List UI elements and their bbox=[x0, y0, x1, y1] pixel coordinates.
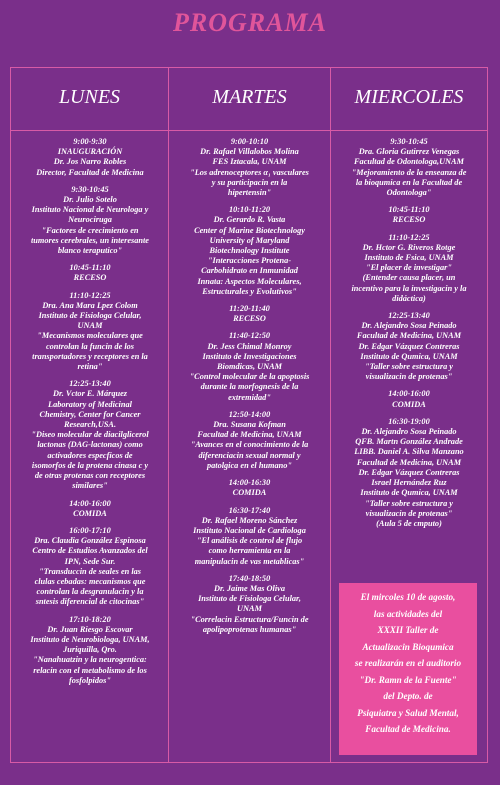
schedule-entry bbox=[15, 263, 165, 283]
column-lunes bbox=[15, 137, 165, 693]
entry-line: INAUGURACIÓN bbox=[57, 147, 123, 157]
entry-line: "El análisis de control de flujo bbox=[196, 536, 303, 546]
entry-line: "Mecanismos moleculares que bbox=[37, 331, 143, 341]
schedule-entry bbox=[15, 379, 165, 491]
entry-line: visualizacin de protenas" bbox=[365, 508, 453, 518]
entry-line: Research,USA. bbox=[63, 420, 117, 430]
entry-line: Centro de Estudios Avanzados del bbox=[32, 546, 148, 556]
notice-line: las actividades del bbox=[373, 608, 443, 619]
entry-time: 10:45-11:10 bbox=[69, 263, 111, 273]
entry-time: 16:30-19:00 bbox=[388, 416, 430, 426]
page-title: PROGRAMA bbox=[173, 8, 327, 37]
entry-time: 9:00-10:10 bbox=[230, 137, 269, 146]
schedule-entry bbox=[15, 291, 165, 373]
entry-line: RECESO bbox=[392, 215, 426, 225]
entry-line: Facultad de Medicina, UNAM bbox=[197, 430, 302, 440]
schedule-entry bbox=[333, 205, 485, 225]
entry-time: 16:00-17:10 bbox=[69, 525, 111, 535]
entry-line: Laboratory of Medicinal bbox=[48, 399, 132, 409]
entry-line: "Transduccin de seales en las bbox=[38, 566, 142, 576]
entry-line: Dr. Vctor E. Márquez bbox=[53, 389, 127, 399]
entry-line: Facultad de Medicina, UNAM bbox=[356, 457, 462, 467]
entry-line: activadores especficos de bbox=[47, 450, 133, 460]
entry-line: "Diseo molecular de diacilglicerol bbox=[31, 430, 149, 440]
entry-line: hipertensin" bbox=[227, 188, 272, 198]
entry-time: 17:40-18:50 bbox=[228, 573, 271, 583]
entry-line: "Taller sobre estructura y bbox=[365, 362, 453, 372]
entry-line: Instituto de Fisiologa Celular, bbox=[198, 594, 301, 604]
entry-line: RECESO bbox=[233, 314, 266, 324]
schedule-entry bbox=[171, 331, 328, 402]
entry-line: similares" bbox=[72, 481, 108, 491]
entry-time: 9:00-9:30 bbox=[73, 137, 107, 146]
notice-line: del Depto. de bbox=[383, 691, 433, 701]
entry-line: Instituto de Fsica, UNAM bbox=[364, 253, 454, 263]
entry-line: manipulacin de vas metablicas" bbox=[194, 556, 305, 566]
notice-line: Psiquiatra y Salud Mental, bbox=[357, 707, 459, 718]
entry-time: 14:00-16:00 bbox=[388, 389, 430, 399]
notice-line: Facultad de Medicina. bbox=[365, 724, 451, 734]
entry-line: Instituto de Investigaciones bbox=[202, 351, 297, 361]
entry-time: 9:30-10:45 bbox=[390, 137, 428, 146]
entry-line: de otras protenas con receptores bbox=[34, 471, 146, 481]
entry-line: visualizacin de protenas" bbox=[365, 372, 453, 382]
entry-line: Instituto de Qumica, UNAM bbox=[360, 351, 458, 361]
entry-line: Dr. Edgar Vázquez Contreras bbox=[358, 341, 460, 351]
entry-line: Instituto de Fisiologa Celular, bbox=[38, 311, 142, 321]
entry-line: FES Iztacala, UNAM bbox=[212, 157, 287, 167]
entry-line: "Factores de crecimiento en bbox=[41, 225, 139, 235]
entry-line: Dra. Susana Kofman bbox=[213, 420, 286, 430]
entry-time: 9:30-10:45 bbox=[71, 184, 109, 194]
entry-time: 17:10-18:20 bbox=[69, 614, 111, 624]
entry-time: 16:30-17:40 bbox=[228, 505, 271, 515]
entry-line: Instituto Nacional de Cardiologa bbox=[193, 525, 306, 535]
entry-line: retina" bbox=[77, 362, 103, 372]
notice-line: El mircoles 10 de agosto, bbox=[360, 592, 456, 602]
column-divider bbox=[168, 68, 169, 762]
column-martes bbox=[171, 137, 328, 642]
entry-line: Neurociruga bbox=[68, 215, 112, 225]
entry-line: "Mejoramiento de la enseanza de bbox=[351, 167, 467, 177]
entry-time: 12:25-13:40 bbox=[69, 379, 111, 389]
entry-line: "Interacciones Protena- bbox=[207, 256, 292, 266]
entry-line: controlan la desgranulacin y la bbox=[36, 587, 144, 597]
entry-line: Dr. Alejandro Sosa Peinado bbox=[361, 427, 457, 437]
day-header-miercoles: MIERCOLES bbox=[354, 86, 464, 108]
entry-line: COMIDA bbox=[73, 508, 107, 518]
entry-line: Israel Hernández Ruz bbox=[371, 478, 447, 488]
schedule-entry bbox=[15, 526, 165, 608]
entry-line: fosfolpidos" bbox=[69, 675, 111, 685]
entry-line: didáctica) bbox=[392, 293, 426, 303]
schedule-entry bbox=[15, 185, 165, 256]
entry-line: Dr. Julio Sotelo bbox=[63, 195, 117, 205]
entry-line: lactonas (DAG-lactonas) como bbox=[37, 440, 143, 450]
entry-line: Center of Marine Biotechnology bbox=[194, 225, 305, 235]
entry-line: Biotechnology Institute bbox=[209, 246, 290, 256]
entry-line: controlan la funcin de los bbox=[45, 341, 135, 351]
entry-line: LIBB. Daniel A. Silva Manzano bbox=[354, 447, 464, 457]
entry-line: COMIDA bbox=[232, 488, 267, 498]
schedule-entry bbox=[171, 410, 328, 471]
entry-line: COMIDA bbox=[392, 399, 426, 409]
entry-line: Dr. Alejandro Sosa Peinado bbox=[361, 321, 457, 331]
entry-line: Dra. Claudia González Espinosa bbox=[34, 536, 146, 546]
day-header-martes: MARTES bbox=[212, 86, 287, 108]
entry-line: Facultad de Odontologa,UNAM bbox=[354, 157, 464, 167]
entry-line: Innata: Aspectos Moleculares, bbox=[197, 276, 302, 286]
entry-line: University of Maryland bbox=[209, 235, 290, 245]
entry-line: "Nanahuatzin y la neurogentica: bbox=[33, 655, 147, 665]
entry-line: "Correlacin Estructura/Funcin de bbox=[190, 614, 309, 624]
entry-line: transportadores y receptores en la bbox=[32, 351, 148, 361]
day-header-lunes: LUNES bbox=[58, 86, 121, 108]
schedule-entry bbox=[171, 478, 328, 498]
entry-line: "El placer de investigar" bbox=[366, 263, 452, 273]
entry-line: Instituto Nacional de Neurologa y bbox=[31, 205, 149, 215]
entry-line: Odontologa" bbox=[386, 188, 432, 198]
entry-line: Dr. Rafael Villalobos Molina bbox=[200, 147, 299, 157]
notice-line: Actualizacin Bioqumica bbox=[362, 641, 454, 652]
entry-line: Dra. Ana Mara Lpez Colom bbox=[42, 300, 138, 310]
entry-line: diferenciacin sexual normal y bbox=[198, 450, 301, 460]
entry-line: Juriquilla, Qro. bbox=[63, 645, 117, 655]
entry-line: durante la morfognesis de la bbox=[200, 382, 299, 392]
schedule-entry bbox=[15, 137, 165, 178]
notice-line: "Dr. Ramn de la Fuente" bbox=[359, 674, 457, 685]
entry-line: relacin con el metabolismo de los bbox=[33, 665, 147, 675]
entry-line: IPN, Sede Sur. bbox=[64, 556, 116, 566]
entry-line: Dr. Gerardo R. Vasta bbox=[213, 215, 286, 225]
schedule-entry bbox=[15, 499, 165, 519]
entry-line: blanco teraputico" bbox=[57, 246, 123, 256]
schedule-entry bbox=[333, 137, 485, 198]
schedule-entry bbox=[171, 574, 328, 635]
schedule-entry bbox=[171, 137, 328, 198]
entry-time: 11:10-12:25 bbox=[388, 232, 430, 242]
entry-line: isomorfos de la protena cinasa c y bbox=[31, 460, 149, 470]
entry-line: la bioqumica en la Facultad de bbox=[355, 177, 463, 187]
entry-time: 14:00-16:30 bbox=[228, 478, 271, 488]
entry-line: "Los adrenoceptores α₁ vasculares bbox=[190, 167, 309, 177]
entry-line: RECESO bbox=[73, 273, 107, 283]
entry-line: extremidad" bbox=[228, 392, 271, 402]
entry-time: 11:20-11:40 bbox=[229, 304, 270, 314]
entry-time: 14:00-16:00 bbox=[69, 498, 111, 508]
entry-time: 11:40-12:50 bbox=[228, 331, 271, 341]
schedule-entry bbox=[333, 417, 485, 529]
notice-line: XXXII Taller de bbox=[377, 625, 439, 635]
entry-line: como herramienta en la bbox=[208, 546, 291, 556]
entry-line: UNAM bbox=[77, 321, 103, 331]
entry-line: Dr. Hctor G. Riveros Rotge bbox=[362, 242, 456, 252]
entry-line: clulas cebadas: mecanismos que bbox=[34, 576, 146, 586]
entry-line: apolipoprotenas humanas" bbox=[202, 624, 297, 634]
schedule-entry bbox=[171, 304, 328, 324]
schedule-entry bbox=[171, 506, 328, 567]
entry-time: 10:45-11:10 bbox=[388, 205, 430, 215]
entry-line: Dr. Juan Riesgo Escovar bbox=[47, 624, 133, 634]
entry-line: Instituto de Qumica, UNAM bbox=[360, 488, 458, 498]
entry-line: "Control molecular de la apoptosis bbox=[189, 372, 310, 382]
entry-line: Dr. Jos Narro Robles bbox=[53, 157, 127, 167]
entry-line: Chemistry, Center for Cancer bbox=[39, 409, 141, 419]
entry-time: 10:10-11:20 bbox=[228, 205, 271, 215]
entry-time: 12:25-13:40 bbox=[388, 311, 430, 321]
notice-line: se realizarán en el auditorio bbox=[354, 658, 462, 668]
schedule-entry bbox=[171, 205, 328, 297]
notice-box bbox=[339, 583, 477, 755]
entry-line: Estructurales y Evolutivos" bbox=[202, 286, 297, 296]
schedule-entry bbox=[333, 311, 485, 382]
entry-line: QFB. Martn González Andrade bbox=[355, 437, 463, 447]
entry-line: Dr. Jess Chimal Monroy bbox=[207, 341, 292, 351]
schedule-entry bbox=[333, 389, 485, 409]
entry-line: patolgica en el humano" bbox=[206, 460, 293, 470]
entry-line: "Avances en el conocimiento de la bbox=[190, 440, 309, 450]
entry-line: Instituto de Neurobiologa, UNAM, bbox=[30, 634, 150, 644]
entry-line: y su participacin en la bbox=[211, 177, 288, 187]
entry-line: "Taller sobre estructura y bbox=[365, 498, 453, 508]
entry-time: 11:10-12:25 bbox=[69, 290, 111, 300]
header-divider bbox=[11, 130, 487, 131]
column-divider bbox=[330, 68, 331, 762]
schedule-entry bbox=[15, 615, 165, 686]
entry-line: incentivo para la investigacin y la bbox=[351, 283, 467, 293]
entry-line: Dra. Gloria Gutirrez Venegas bbox=[358, 147, 460, 157]
schedule-entry bbox=[333, 233, 485, 304]
entry-line: Carbohidrato en Inmunidad bbox=[201, 266, 298, 276]
entry-line: Dr. Edgar Vázquez Contreras bbox=[358, 467, 460, 477]
entry-line: Facultad de Medicina, UNAM bbox=[356, 331, 462, 341]
entry-line: Biomdicas, UNAM bbox=[217, 362, 282, 372]
entry-time: 12:50-14:00 bbox=[228, 409, 271, 419]
entry-line: Dr. Rafael Moreno Sánchez bbox=[201, 515, 298, 525]
column-miercoles bbox=[333, 137, 485, 536]
entry-line: UNAM bbox=[237, 604, 262, 614]
entry-line: (Entender causa placer, un bbox=[362, 273, 456, 283]
entry-line: sntesis diferencial de citocinas" bbox=[35, 597, 145, 607]
entry-line: (Aula 5 de cmputo) bbox=[376, 518, 442, 528]
entry-line: Director, Facultad de Medicina bbox=[36, 167, 144, 177]
entry-line: tumores cerebrales, un interesante bbox=[30, 235, 149, 245]
entry-line: Dr. Jaime Mas Oliva bbox=[214, 583, 285, 593]
